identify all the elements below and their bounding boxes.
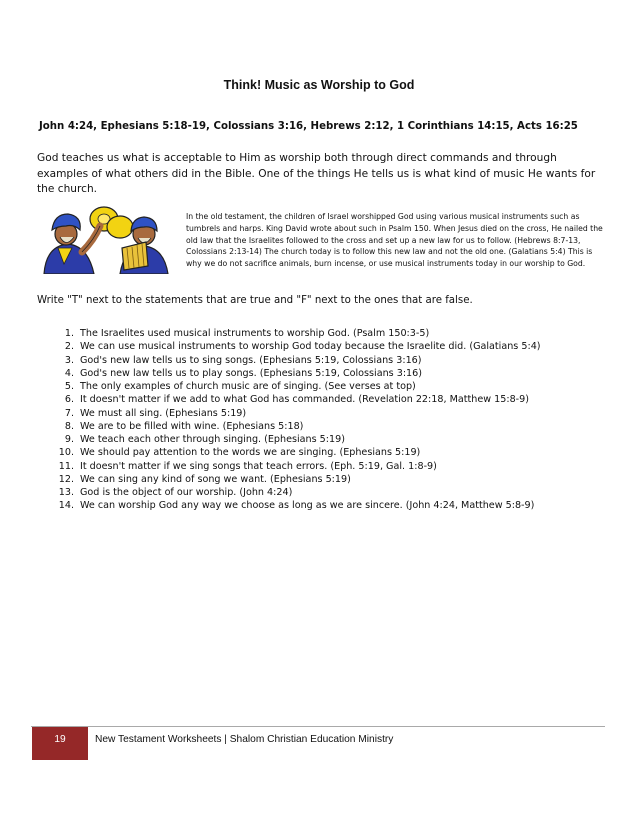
statement-number: 13.: [58, 487, 74, 498]
statement-number: 3.: [64, 354, 74, 366]
statement-item: [44, 327, 624, 340]
statement-item: [44, 340, 624, 353]
statement-text: We can worship God any way we choose as long as we are sincere. (John 4:24, Matthew 5:8-9): [80, 500, 535, 512]
musicians-with-cymbals-and-harp-illustration: [34, 204, 174, 274]
statement-item: [44, 380, 624, 393]
statement-text: God is the object of our worship. (John 4:24): [80, 487, 293, 498]
statement-text: It doesn't matter if we sing songs that teach errors. (Eph. 5:19, Gal. 1:8-9): [80, 460, 437, 472]
statement-text: The Israelites used musical instruments to worship God. (Psalm 150:3-5): [80, 328, 430, 339]
statement-text: It doesn't matter if we add to what God has commanded. (Revelation 22:18, Matthew 15:8-9): [80, 394, 529, 406]
statement-number: 9.: [64, 434, 74, 445]
statement-item: [44, 420, 624, 433]
statement-item: [44, 367, 624, 380]
statement-item: [44, 460, 624, 473]
statement-text: God's new law tells us to play songs. (Ephesians 5:19, Colossians 3:16): [80, 367, 422, 379]
statement-number: 4.: [64, 367, 74, 379]
scripture-references: John 4:24, Ephesians 5:18-19, Colossians 3:16, Hebrews 2:12, 1 Corinthians 14:15, Acts 16:25: [39, 121, 578, 132]
statement-number: 2.: [64, 341, 74, 353]
statement-number: 11.: [58, 460, 74, 472]
footer-divider: [31, 726, 605, 727]
page-title: Think! Music as Worship to God: [223, 78, 415, 92]
true-false-statements: [44, 327, 624, 513]
statement-text: We should pay attention to the words we are singing. (Ephesians 5:19): [80, 447, 421, 459]
intro-paragraph: God teaches us what is acceptable to Him as worship both through direct commands and through examples of what others did in the Bible. One of the things He tells us is what kind of music He wants for the church.: [37, 152, 596, 195]
statement-text: The only examples of church music are of singing. (See verses at top): [80, 381, 416, 392]
statement-text: God's new law tells us to sing songs. (Ephesians 5:19, Colossians 3:16): [80, 354, 422, 366]
statement-text: We are to be filled with wine. (Ephesians 5:18): [80, 420, 304, 432]
statement-item: [44, 433, 624, 446]
footer-text: New Testament Worksheets | Shalom Christian Education Ministry: [95, 734, 394, 745]
statement-item: [44, 407, 624, 420]
cymbal-icon: [107, 216, 133, 238]
statement-text: We can use musical instruments to worship God today because the Israelite did. (Galatians 5:4): [80, 341, 541, 353]
statement-number: 10.: [58, 447, 74, 459]
statement-item: [44, 486, 624, 499]
statement-number: 1.: [64, 328, 74, 339]
statement-item: [44, 446, 624, 459]
statement-number: 5.: [64, 381, 74, 392]
statement-number: 7.: [64, 407, 74, 419]
statement-item: [44, 499, 624, 512]
statement-item: [44, 473, 624, 486]
page-number: 19: [54, 734, 66, 745]
old-testament-note: In the old testament, the children of Israel worshipped God using various musical instruments such as tumbrels and harps. King David wrote about such in Psalm 150. When Jesus died on the cross, He nailed the old law that the Israelites followed to the cross and set up a new law for us to follow. (Hebrews 8:7-13, Colossians 2:13-14) The church today is to follow this new law and not the old one. (Galatians 5:4) This is why we do not sacrifice animals, burn incense, or use musical instruments today in our worship to God.: [186, 212, 603, 269]
statement-number: 14.: [58, 500, 74, 512]
instructions: Write "T" next to the statements that are true and "F" next to the ones that are false.: [37, 295, 473, 306]
statement-text: We teach each other through singing. (Ephesians 5:19): [80, 434, 345, 445]
statement-number: 12.: [58, 473, 74, 485]
statement-item: [44, 393, 624, 406]
statement-number: 6.: [64, 394, 74, 406]
statement-number: 8.: [64, 420, 74, 432]
statement-item: [44, 354, 624, 367]
statement-text: We can sing any kind of song we want. (Ephesians 5:19): [80, 473, 351, 485]
statement-text: We must all sing. (Ephesians 5:19): [80, 407, 247, 419]
